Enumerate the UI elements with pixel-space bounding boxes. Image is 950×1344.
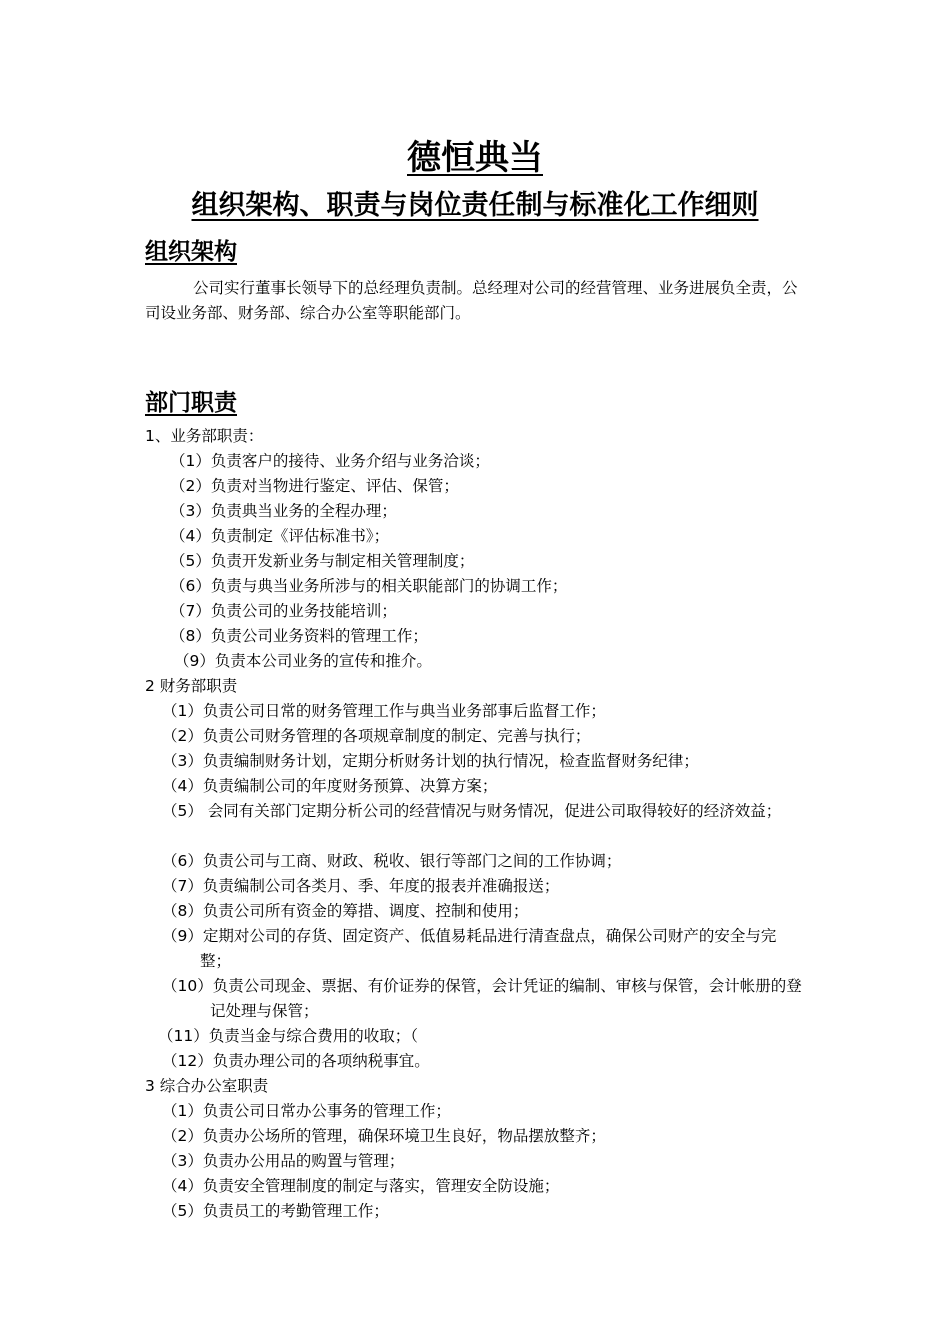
document-title: 德恒典当 [407, 138, 543, 178]
list-item: （4）负责编制公司的年度财务预算、决算方案； [162, 777, 498, 795]
list-item: （8）负责公司业务资料的管理工作； [170, 627, 428, 645]
office-dept-heading: 3 综合办公室职责 [145, 1077, 269, 1095]
list-item: （7）负责公司的业务技能培训； [170, 602, 397, 620]
list-item: （4）负责制定《评估标准书》； [170, 527, 390, 545]
list-item: （2）负责公司财务管理的各项规章制度的制定、完善与执行； [162, 727, 591, 745]
list-item: （11）负责当金与综合费用的收取；（ [158, 1027, 418, 1045]
finance-dept-heading: 2 财务部职责 [145, 677, 238, 695]
list-item: （1）负责客户的接待、业务介绍与业务洽谈； [170, 452, 490, 470]
list-item: （3）负责编制财务计划，定期分析财务计划的执行情况，检查监督财务纪律； [162, 752, 699, 770]
org-paragraph: 公司实行董事长领导下的总经理负责制。总经理对公司的经营管理、业务进展负全责，公司设业务部、财务部、综合办公室等职能部门。 [145, 279, 798, 322]
list-item: （6）负责与典当业务所涉与的相关职能部门的协调工作； [170, 577, 568, 595]
list-item: （5）负责员工的考勤管理工作； [162, 1202, 389, 1220]
list-item: （2）负责对当物进行鉴定、评估、保管； [170, 477, 459, 495]
section-heading-dept: 部门职责 [145, 390, 237, 416]
list-item: （8）负责公司所有资金的筹措、调度、控制和使用； [162, 902, 529, 920]
document-subtitle: 组织架构、职责与岗位责任制与标准化工作细则 [191, 190, 759, 221]
list-item: （4）负责安全管理制度的制定与落实，管理安全防设施； [162, 1177, 560, 1195]
list-item: （9）定期对公司的存货、固定资产、低值易耗品进行清查盘点，确保公司财产的安全与完整； [162, 927, 777, 970]
list-item: （5）负责开发新业务与制定相关管理制度； [170, 552, 475, 570]
list-item: （3）负责办公用品的购置与管理； [162, 1152, 405, 1170]
list-item: （7）负责编制公司各类月、季、年度的报表并准确报送； [162, 877, 560, 895]
list-item: （1）负责公司日常的财务管理工作与典当业务部事后监督工作； [162, 702, 606, 720]
list-item: （12）负责办理公司的各项纳税事宜。 [162, 1052, 430, 1070]
list-item: （1）负责公司日常办公事务的管理工作； [162, 1102, 451, 1120]
section-heading-org: 组织架构 [145, 239, 237, 265]
list-item: （5） 会同有关部门定期分析公司的经营情况与财务情况，促进公司取得较好的经济效益； [162, 802, 782, 820]
list-item: （3）负责典当业务的全程办理； [170, 502, 397, 520]
list-item: （2）负责办公场所的管理，确保环境卫生良好，物品摆放整齐； [162, 1127, 606, 1145]
list-item: （10）负责公司现金、票据、有价证券的保管，会计凭证的编制、审核与保管，会计帐册的登记处理与保管； [162, 977, 802, 1020]
list-item: （9）负责本公司业务的宣传和推介。 [174, 652, 432, 670]
business-dept-heading: 1、业务部职责： [145, 427, 264, 445]
list-item: （6）负责公司与工商、财政、税收、银行等部门之间的工作协调； [162, 852, 622, 870]
